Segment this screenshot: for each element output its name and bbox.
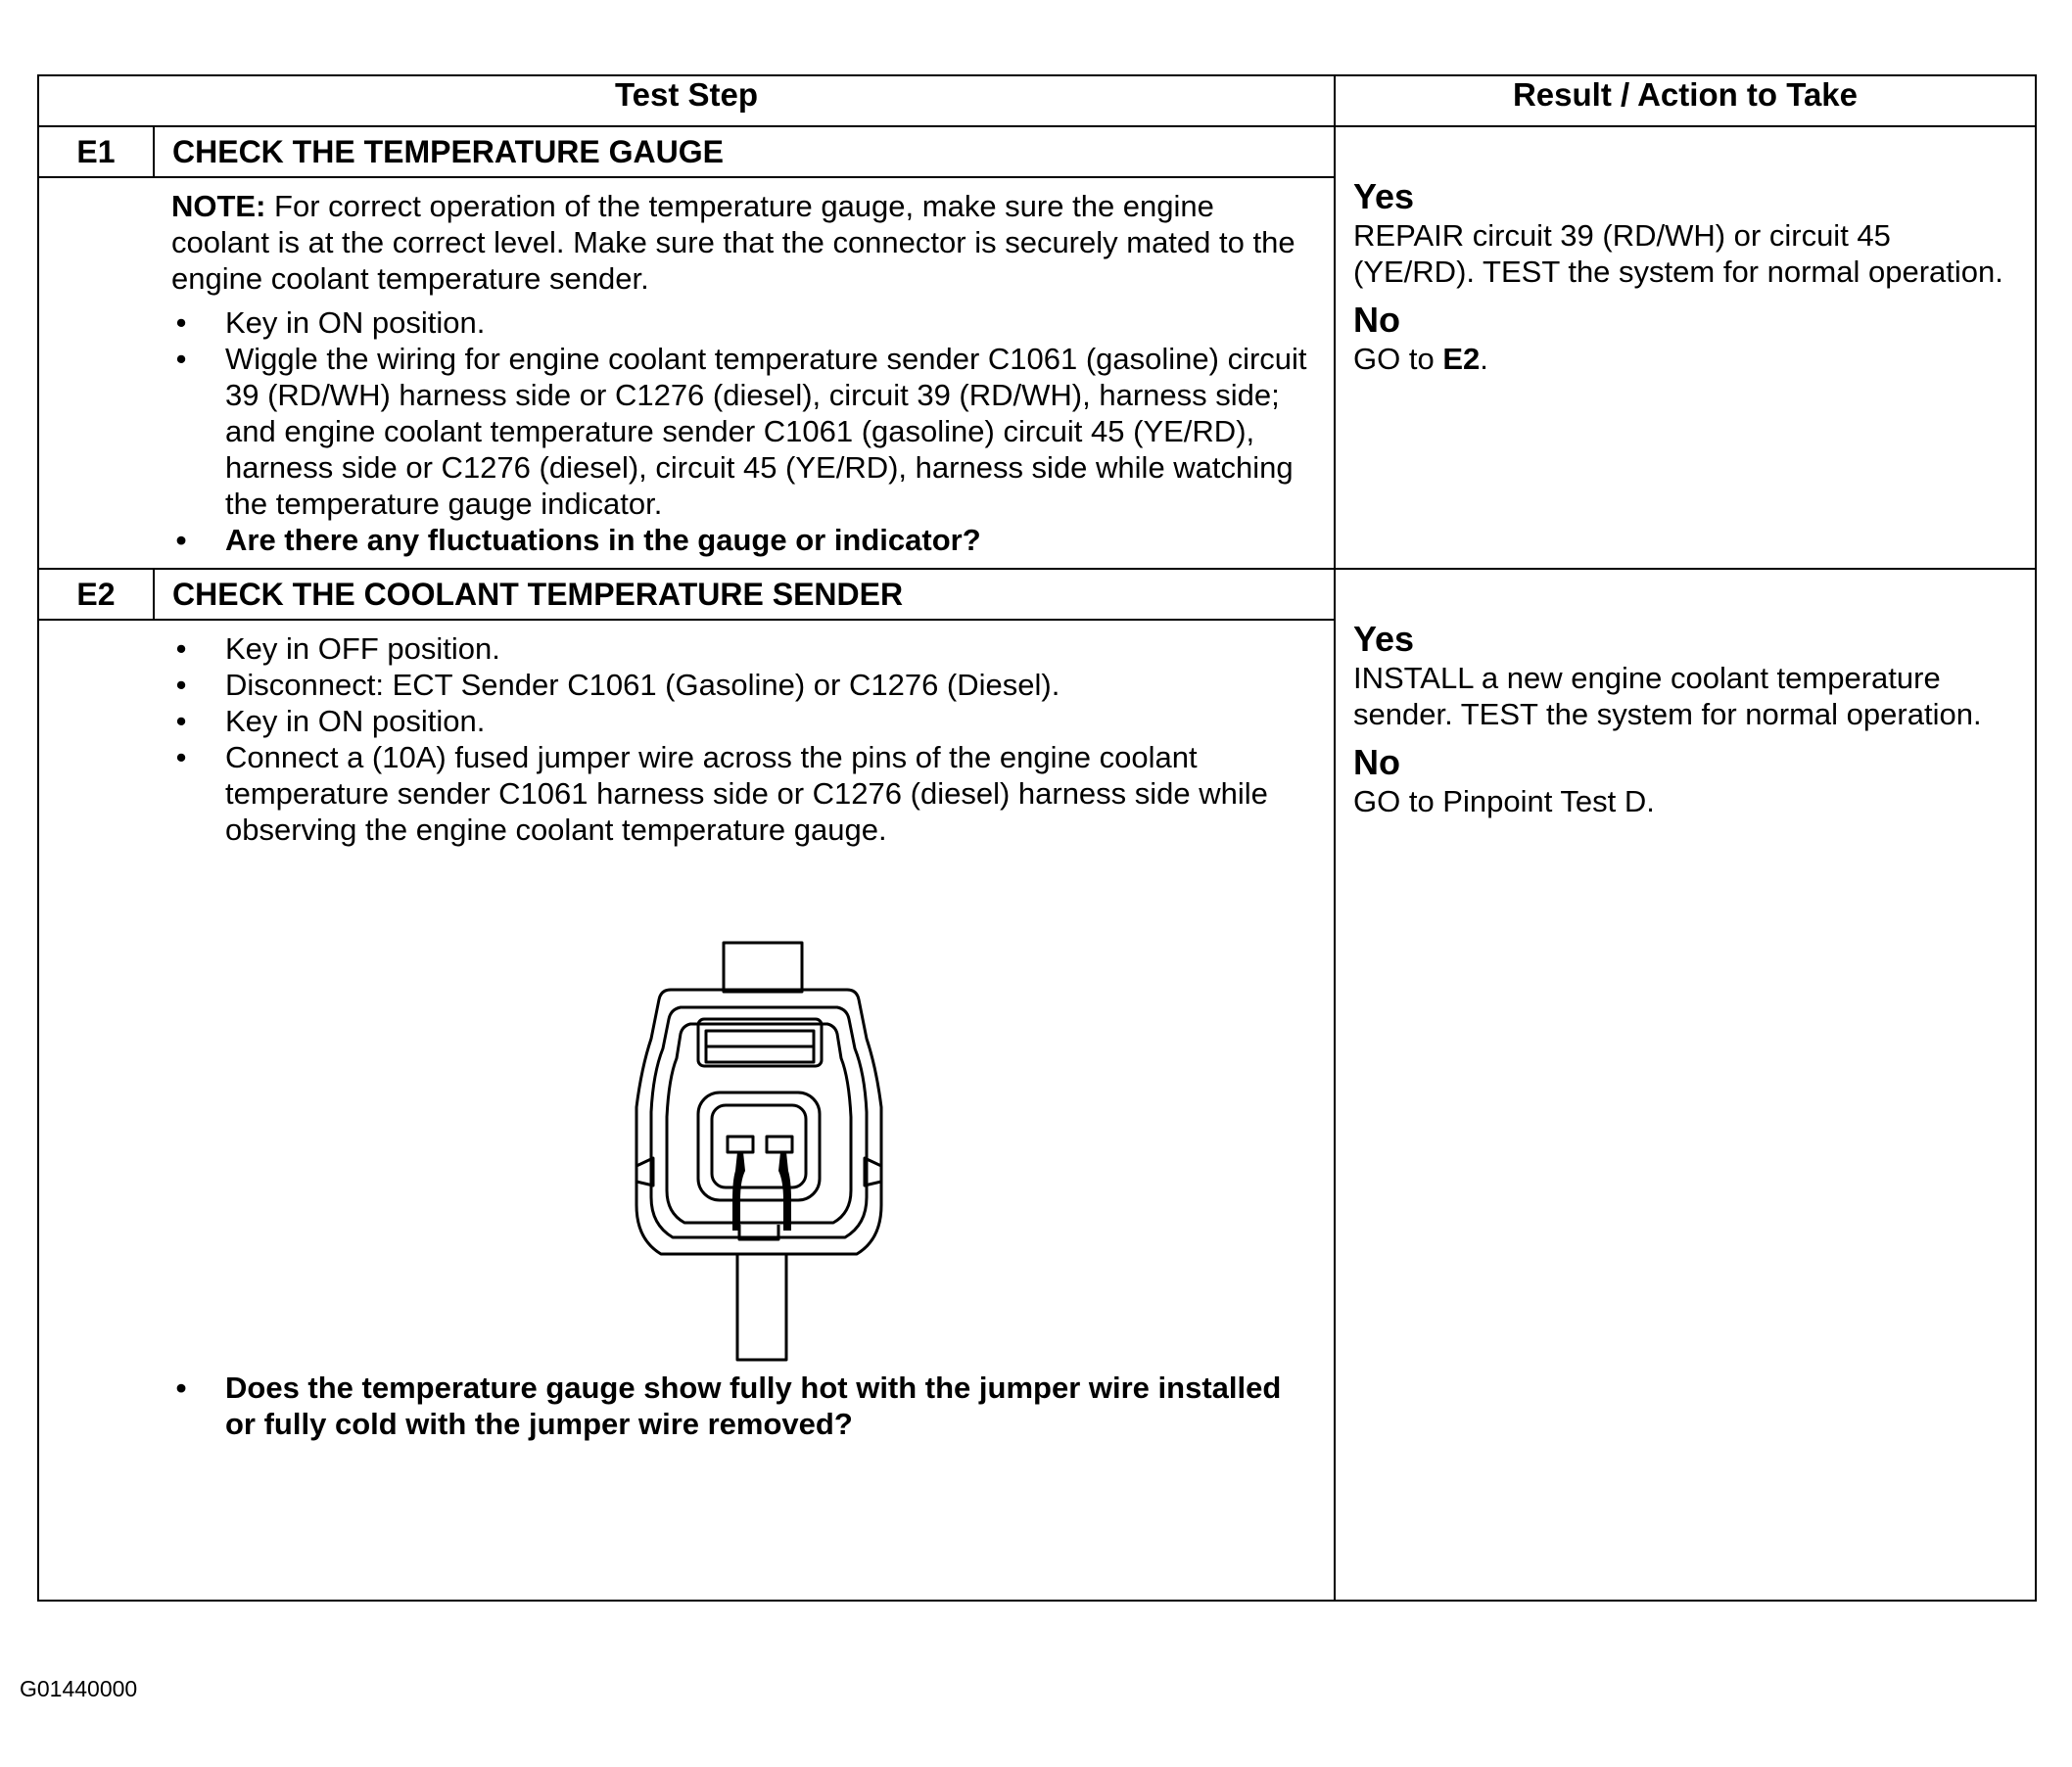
step-e2-id: E2: [38, 569, 154, 620]
connector-pin-1: [728, 1137, 753, 1152]
step-e2-title-row: [38, 569, 2036, 620]
e2-bullet-1: • Key in OFF position.: [225, 630, 1314, 667]
e2-question-list: [171, 1370, 1314, 1442]
step-e1-id: E1: [38, 126, 154, 177]
connector-wire-harness: [737, 1254, 786, 1360]
connector-pin-2: [767, 1137, 792, 1152]
e1-no-prefix: GO to: [1353, 342, 1443, 376]
step-e1-title-row: [38, 126, 2036, 177]
step-e2-body: [154, 620, 1335, 1601]
sender-connector-diagram: [632, 941, 886, 1362]
figure-code: G01440000: [20, 1676, 138, 1701]
e2-bullet-4: • Connect a (10A) fused jumper wire across the pins of the engine coolant temperature sender C1061 harness side or C1276 (diesel) harness side while observing the engine coolant temperature gauge.: [225, 739, 1314, 848]
e2-bullet-2: • Disconnect: ECT Sender C1061 (Gasoline) or C1276 (Diesel).: [225, 667, 1314, 703]
connector-lead-1: [732, 1152, 745, 1231]
connector-latch-frame: [698, 1019, 822, 1066]
header-result-action: Result / Action to Take: [1335, 75, 2036, 126]
e1-bullet-2: • Wiggle the wiring for engine coolant temperature sender C1061 (gasoline) circuit 39 (RD/WH) harness side or C1276 (diesel), circuit 39 (RD/WH), harness side; and engine coolant temperature sender C1061 (gasoline) circuit 45 (YE/RD), harness side or C1276 (diesel), circuit 45 (YE/RD), harness side while watching the temperature gauge indicator.: [225, 341, 1314, 522]
connector-latch-tab: [724, 943, 802, 992]
test-step-table: [37, 74, 2037, 1602]
connector-leads: [732, 1152, 791, 1231]
e2-yes-label: Yes: [1353, 619, 1415, 659]
e1-yes-text: REPAIR circuit 39 (RD/WH) or circuit 45 (YE/RD). TEST the system for normal operation.: [1353, 218, 2003, 289]
e1-note-text: For correct operation of the temperature gauge, make sure the engine coolant is at the correct level. Make sure that the connector is securely mated to the engine coolant temperature sender.: [171, 189, 1295, 296]
e1-yes-label: Yes: [1353, 176, 1415, 216]
e2-yes-text: INSTALL a new engine coolant temperature sender. TEST the system for normal operation.: [1353, 661, 1982, 731]
header-test-step: Test Step: [38, 75, 1335, 126]
step-e1-body: [154, 177, 1335, 569]
e2-question: • Does the temperature gauge show fully hot with the jumper wire installed or fully cold with the jumper wire removed?: [225, 1370, 1314, 1442]
connector-lead-2: [778, 1152, 791, 1231]
e2-bullet-list: [171, 630, 1314, 848]
step-e2-gutter: [38, 620, 154, 1601]
e2-bullet-3: • Key in ON position.: [225, 703, 1314, 739]
e1-no-text: [1353, 341, 2017, 377]
e2-no-label: No: [1353, 742, 1400, 782]
e1-bullet-list: [171, 304, 1314, 558]
e1-note-label: NOTE:: [171, 189, 266, 223]
connector-inner-outline-2: [667, 1024, 851, 1223]
e1-no-label: No: [1353, 300, 1400, 340]
e1-bullet-1: • Key in ON position.: [225, 304, 1314, 341]
step-e1-result: [1335, 126, 2036, 569]
step-e2-title: CHECK THE COOLANT TEMPERATURE SENDER: [154, 569, 1335, 620]
table-header-row: [38, 75, 2036, 126]
e1-no-ref: E2: [1442, 342, 1481, 376]
step-e1-gutter: [38, 177, 154, 569]
e2-no-text: GO to Pinpoint Test D.: [1353, 784, 1655, 818]
step-e1-title: CHECK THE TEMPERATURE GAUGE: [154, 126, 1335, 177]
e1-question: • Are there any fluctuations in the gauge or indicator?: [225, 522, 1314, 558]
step-e2-result: [1335, 569, 2036, 1601]
e1-no-suffix: .: [1480, 342, 1488, 376]
connector-inner-outline-1: [651, 1007, 867, 1237]
e1-note: [171, 188, 1314, 297]
